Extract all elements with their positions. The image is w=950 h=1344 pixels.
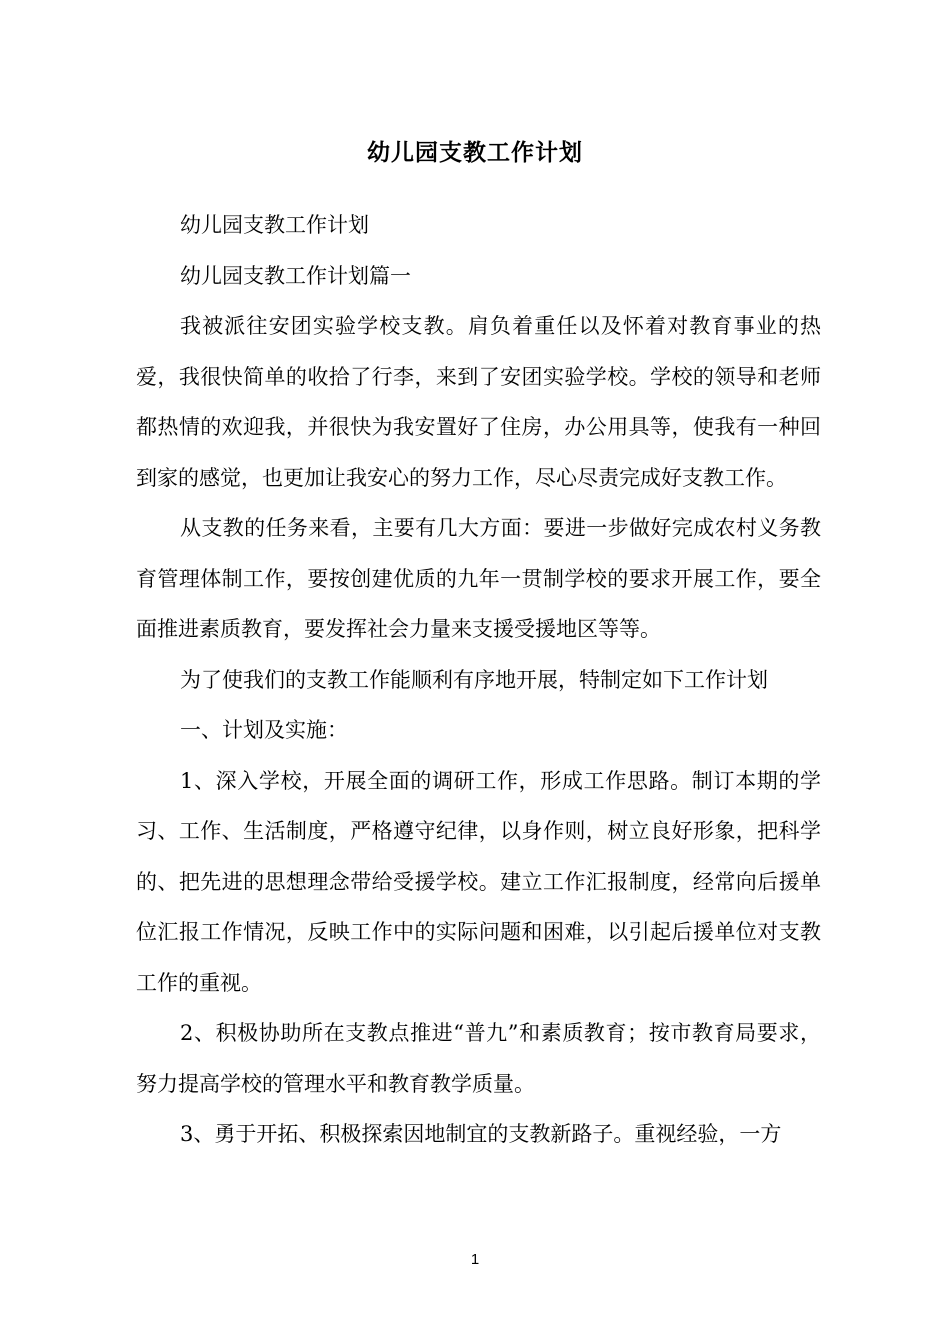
- paragraph: 2、积极协助所在支教点推进“普九”和素质教育；按市教育局要求，努力提高学校的管理水平和教育教学质量。: [136, 1021, 821, 1096]
- paragraph-heading: 一、计划及实施：: [180, 718, 348, 742]
- paragraph-section-heading: 幼儿园支教工作计划篇一: [180, 263, 411, 288]
- paragraph: 1、深入学校，开展全面的调研工作，形成工作思路。制订本期的学习、工作、生活制度，严格遵守纪律，以身作则，树立良好形象，把科学的、把先进的思想理念带给受援学校。建立工作汇报制度，经常向后援单位汇报工作情况，反映工作中的实际问题和困难，以引起后援单位对支教工作的重视。: [136, 768, 821, 995]
- paragraph: 从支教的任务来看，主要有几大方面：要进一步做好完成农村义务教育管理体制工作，要按创建优质的九年一贯制学校的要求开展工作，要全面推进素质教育，要发挥社会力量来支援受援地区等等。: [136, 516, 821, 641]
- paragraph: 为了使我们的支教工作能顺利有序地开展，特制定如下工作计划: [180, 667, 768, 692]
- paragraph: 我被派往安团实验学校支教。肩负着重任以及怀着对教育事业的热爱，我很快简单的收拾了行李，来到了安团实验学校。学校的领导和老师都热情的欢迎我，并很快为我安置好了住房，办公用具等，使我有一种回到家的感觉，也更加让我安心的努力工作，尽心尽责完成好支教工作。: [136, 314, 821, 490]
- document-title: 幼儿园支教工作计划: [367, 140, 583, 166]
- page-number: 1: [470, 1251, 480, 1268]
- paragraph-subtitle: 幼儿园支教工作计划: [180, 213, 369, 237]
- paragraph: 3、勇于开拓、积极探索因地制宜的支教新路子。重视经验，一方: [180, 1122, 782, 1146]
- document-body: [136, 200, 821, 1160]
